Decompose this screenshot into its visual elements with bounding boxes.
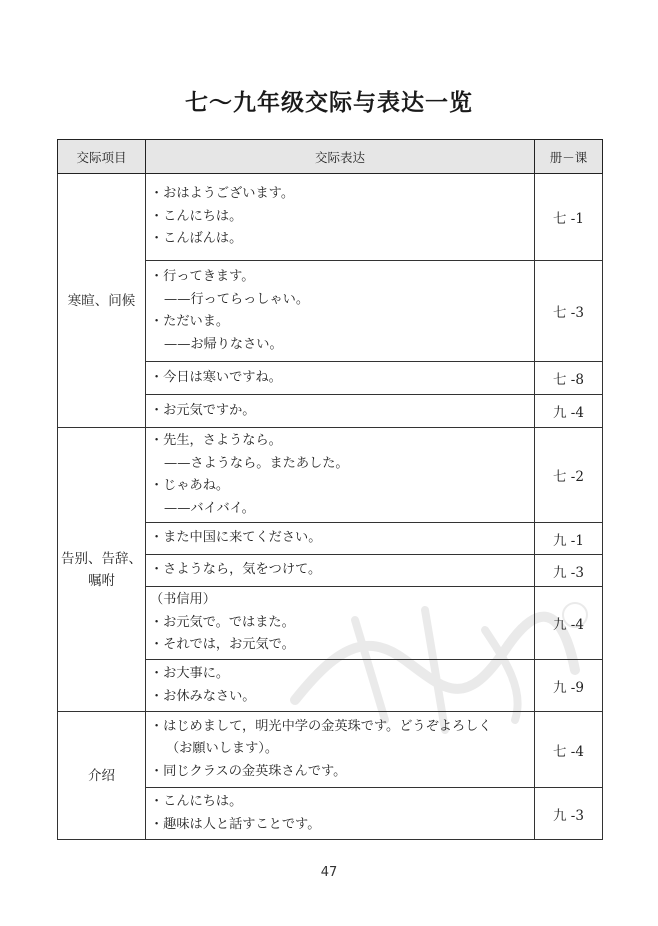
expression-line: ・行ってきます。 <box>150 269 255 284</box>
reference-cell: 七 -1 <box>535 174 603 261</box>
expression-reply-line: ——行ってらっしゃい。 <box>164 291 310 307</box>
reference-cell: 七 -3 <box>535 261 603 362</box>
header-expression: 交际表达 <box>146 140 535 174</box>
reference-cell: 七 -8 <box>535 362 603 395</box>
table-header-row <box>58 140 603 174</box>
reference-cell: 七 -2 <box>535 428 603 523</box>
expression-cell <box>146 523 535 555</box>
expression-cell <box>146 587 535 660</box>
table-row <box>58 174 603 261</box>
expression-line: ・こんばんは。 <box>150 231 243 247</box>
category-cell <box>58 174 146 428</box>
expression-line: ・また中国に来てください。 <box>150 530 322 546</box>
category-cell <box>58 712 146 840</box>
expression-cell <box>146 261 535 362</box>
table-row <box>58 428 603 523</box>
expression-line: ・趣味は人と話すことです。 <box>150 816 321 832</box>
expression-line: ・さようなら，気をつけて。 <box>150 562 322 578</box>
reference-cell: 九 -9 <box>535 660 603 712</box>
expression-cell <box>146 362 535 395</box>
reference-cell: 九 -3 <box>535 788 603 840</box>
expression-line: ・今日は寒いですね。 <box>150 369 282 385</box>
page-title: 七〜九年级交际与表达一览 <box>185 90 473 116</box>
category-label: 告别、告辞、 <box>61 550 142 567</box>
expression-line: ・それでは，お元気で。 <box>150 637 295 653</box>
expression-note: （书信用） <box>150 592 216 608</box>
expression-cell <box>146 555 535 587</box>
expression-line: ・こんにちは。 <box>150 794 243 809</box>
expression-cell <box>146 712 535 788</box>
table-row <box>58 712 603 788</box>
reference-cell: 九 -3 <box>535 555 603 587</box>
expression-line: ・先生，さようなら。 <box>150 433 282 448</box>
expression-line: ・おはようございます。 <box>150 186 295 202</box>
reference-cell: 七 -4 <box>535 712 603 788</box>
reference-cell: 九 -4 <box>535 395 603 428</box>
expression-line: ・じゃあね。 <box>150 478 230 493</box>
expression-cell <box>146 788 535 840</box>
expression-cell <box>146 174 535 261</box>
category-cell <box>58 428 146 712</box>
expression-line: ・お大事に。 <box>150 666 230 681</box>
expression-line: ・お元気で。ではまた。 <box>150 614 295 630</box>
expression-line: ・お元気ですか。 <box>150 402 256 418</box>
expression-reply-line: ——お帰りなさい。 <box>164 336 283 352</box>
expression-line: ・はじめまして，明光中学の金英珠です。どうぞよろしく <box>150 718 492 734</box>
expression-table <box>57 139 603 840</box>
expression-line: ・お休みなさい。 <box>150 688 256 704</box>
reference-cell: 九 -4 <box>535 587 603 660</box>
header-reference: 册－课 <box>535 140 603 174</box>
reference-cell: 九 -1 <box>535 523 603 555</box>
category-label: 介绍 <box>88 767 115 784</box>
expression-continuation-line: （お願いします）。 <box>166 741 279 757</box>
expression-cell <box>146 660 535 712</box>
header-category: 交际项目 <box>58 140 146 174</box>
expression-reply-line: ——さようなら。またあした。 <box>164 455 349 471</box>
category-label: 寒暄、问候 <box>67 292 136 309</box>
expression-line: ・同じクラスの金英珠さんです。 <box>150 763 347 779</box>
category-label: 嘱咐 <box>88 572 115 589</box>
expression-cell <box>146 428 535 523</box>
page-number: 47 <box>320 865 338 880</box>
expression-line: ・こんにちは。 <box>150 208 243 224</box>
expression-cell <box>146 395 535 428</box>
expression-line: ・ただいま。 <box>150 314 230 329</box>
expression-reply-line: ——バイバイ。 <box>164 500 255 516</box>
